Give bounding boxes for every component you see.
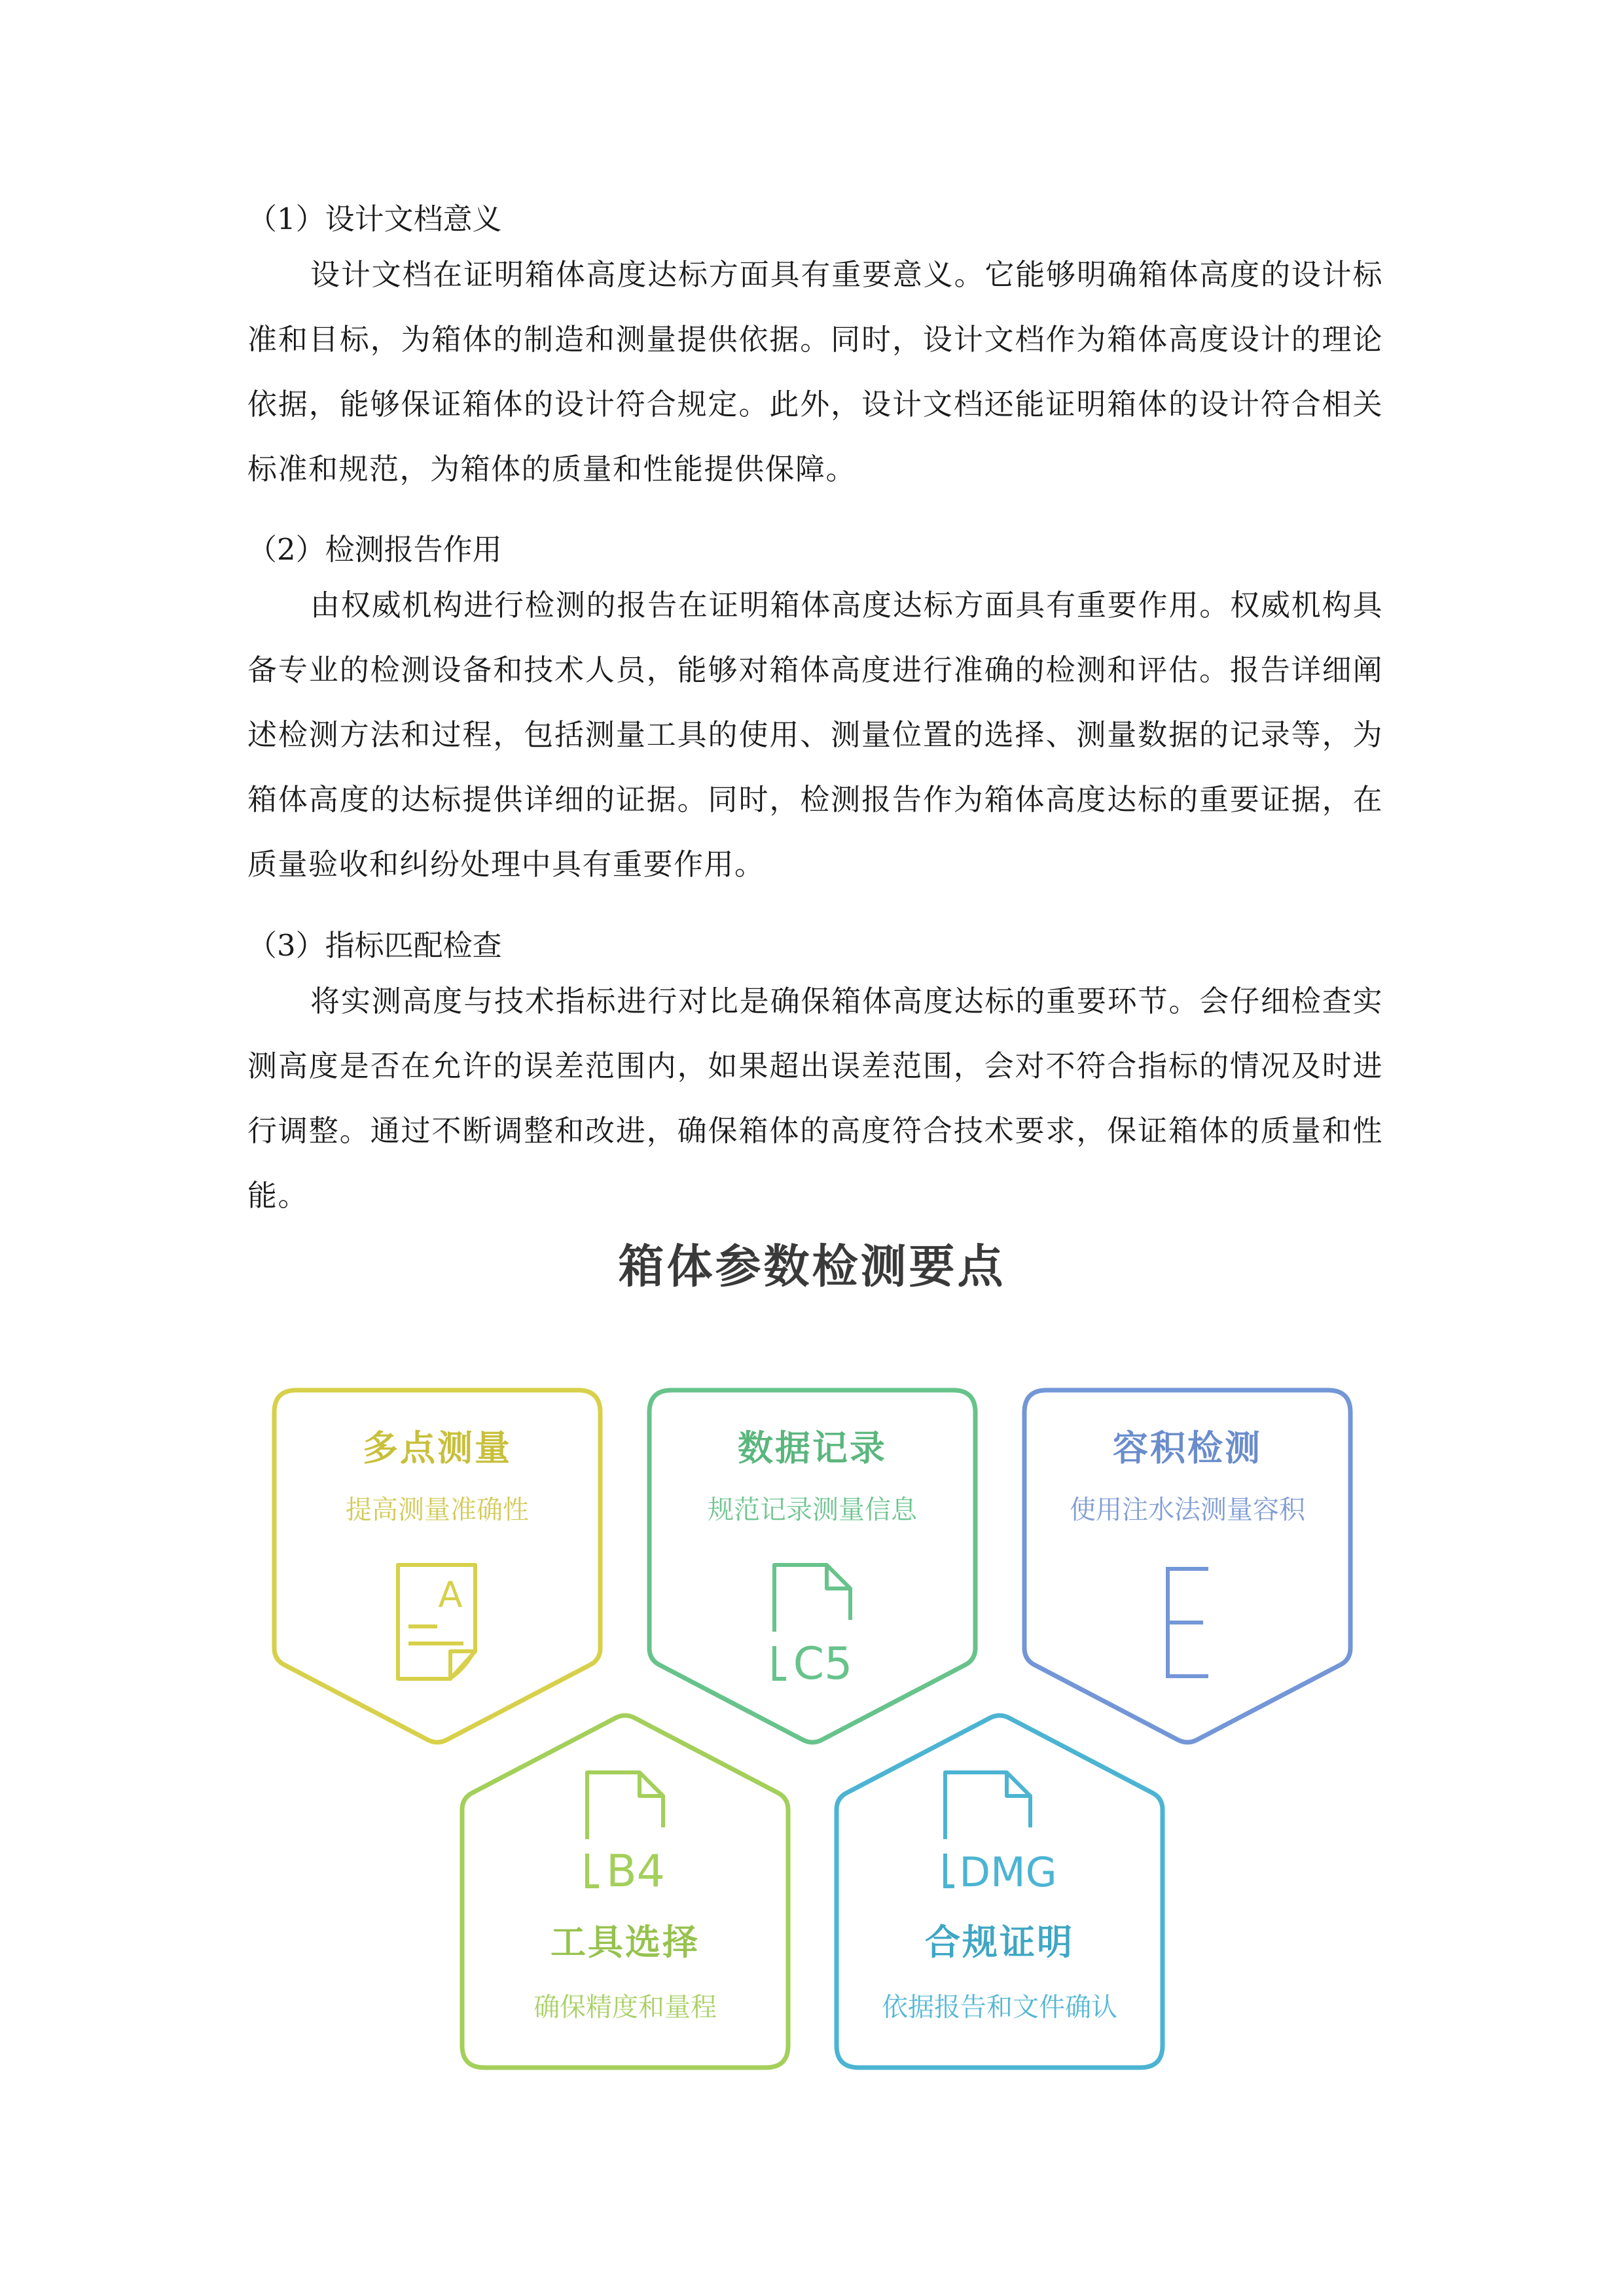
section-1-heading: （1）设计文档意义 (247, 202, 502, 236)
card-subtitle: 使用注水法测量容积 (1070, 1495, 1305, 1525)
section-3-heading: （3）指标匹配检查 (247, 928, 502, 963)
svg-text:DMG: DMG (959, 1848, 1057, 1892)
card-subtitle: 依据报告和文件确认 (882, 1992, 1117, 2022)
card-title: 工具选择 (550, 1922, 700, 1963)
card-title: 容积检测 (1113, 1427, 1262, 1469)
document-a-icon (385, 1560, 490, 1684)
card-subtitle: 确保精度和量程 (533, 1992, 717, 2022)
svg-text:C5: C5 (793, 1638, 853, 1684)
diagram-title: 箱体参数检测要点 (618, 1240, 1006, 1293)
card-subtitle: 规范记录测量信息 (708, 1495, 917, 1525)
card-compliance-proof (833, 1712, 1166, 2072)
file-dmg-icon (931, 1767, 1068, 1892)
section-3-paragraph: 将实测高度与技术指标进行对比是确保箱体高度达标的重要环节。会仔细检查实测高度是否在允许的误差范围内，如果超出误差范围，会对不符合指标的情况及时进行调整。通过不断调整和改进，确保箱体的高度符合技术要求，保证箱体的质量和性能。 (247, 984, 1383, 1213)
card-subtitle: 提高测量准确性 (346, 1495, 529, 1525)
card-volume-test (1020, 1386, 1354, 1746)
card-multi-point-measure (270, 1386, 604, 1746)
file-c5-icon (760, 1560, 865, 1684)
card-tool-select (458, 1712, 792, 2072)
card-title: 数据记录 (738, 1427, 887, 1469)
svg-text:B4: B4 (606, 1846, 665, 1892)
file-b4-icon (573, 1767, 677, 1892)
svg-text:A: A (438, 1574, 463, 1615)
section-2-paragraph: 由权威机构进行检测的报告在证明箱体高度达标方面具有重要作用。权威机构具备专业的检测设备和技术人员，能够对箱体高度进行准确的检测和评估。报告详细阐述检测方法和过程，包括测量工具的使用、测量位置的选择、测量数据的记录等，为箱体高度的达标提供详细的证据。同时，检测报告作为箱体高度达标的重要证据，在质量验收和纠纷处理中具有重要作用。 (247, 588, 1383, 882)
section-2-heading: （2）检测报告作用 (247, 532, 502, 567)
card-data-record (645, 1386, 979, 1746)
card-title: 合规证明 (925, 1922, 1074, 1963)
card-title: 多点测量 (363, 1427, 512, 1469)
section-1-paragraph: 设计文档在证明箱体高度达标方面具有重要意义。它能够明确箱体高度的设计标准和目标，为箱体的制造和测量提供依据。同时，设计文档作为箱体高度设计的理论依据，能够保证箱体的设计符合规定。此外，设计文档还能证明箱体的设计符合相关标准和规范，为箱体的质量和性能提供保障。 (247, 257, 1383, 486)
letter-e-icon (1135, 1560, 1240, 1684)
